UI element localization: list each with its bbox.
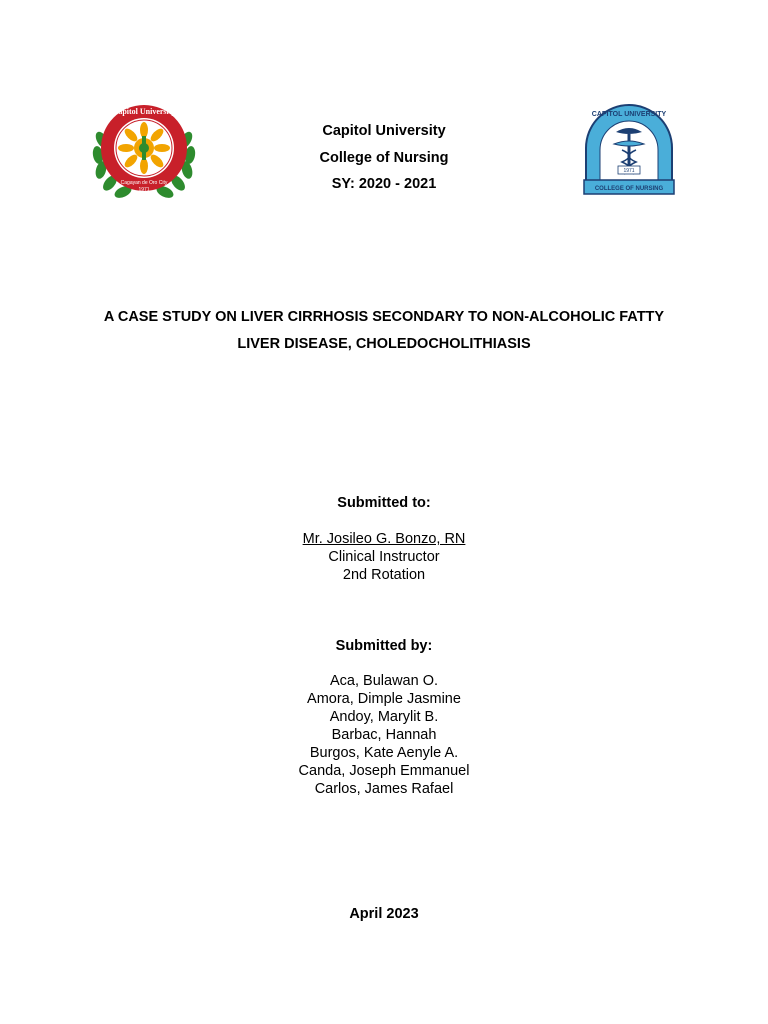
instructor-name: Mr. Josileo G. Bonzo, RN bbox=[302, 531, 466, 547]
student-name: Andoy, Marylit B. bbox=[329, 709, 439, 725]
student-name: Barbac, Hannah bbox=[331, 727, 437, 743]
svg-text:Cagayan de Oro City: Cagayan de Oro City bbox=[120, 180, 168, 186]
case-study-title bbox=[40, 304, 728, 358]
student-name: Aca, Bulawan O. bbox=[330, 673, 438, 689]
instructor-position: Clinical Instructor bbox=[328, 549, 440, 565]
student-name: Amora, Dimple Jasmine bbox=[307, 691, 461, 707]
svg-text:1971: 1971 bbox=[623, 168, 635, 174]
school-year: SY: 2020 - 2021 bbox=[331, 176, 437, 192]
svg-text:1971: 1971 bbox=[138, 187, 150, 193]
title-line-2: LIVER DISEASE, CHOLEDOCHOLITHIASIS bbox=[237, 336, 531, 352]
student-name: Canda, Joseph Emmanuel bbox=[298, 763, 470, 779]
college-name: College of Nursing bbox=[319, 149, 449, 166]
submitted-to-label: Submitted to: bbox=[337, 495, 431, 511]
rotation: 2nd Rotation bbox=[342, 567, 426, 583]
title-line-1: A CASE STUDY ON LIVER CIRRHOSIS SECONDARY TO NON-ALCOHOLIC FATTY bbox=[103, 309, 665, 325]
university-name: Capitol University bbox=[322, 123, 446, 139]
submitted-to-details bbox=[0, 530, 768, 584]
student-list bbox=[0, 672, 768, 798]
svg-text:COLLEGE OF NURSING: COLLEGE OF NURSING bbox=[594, 186, 664, 192]
submission-date: April 2023 bbox=[349, 906, 419, 922]
student-name: Burgos, Kate Aenyle A. bbox=[309, 745, 459, 761]
submitted-by-label: Submitted by: bbox=[335, 638, 433, 654]
svg-text:Capitol University: Capitol University bbox=[112, 107, 176, 116]
svg-text:CAPITOL UNIVERSITY: CAPITOL UNIVERSITY bbox=[591, 111, 667, 118]
student-name: Carlos, James Rafael bbox=[314, 781, 454, 797]
institution-header bbox=[0, 118, 768, 198]
